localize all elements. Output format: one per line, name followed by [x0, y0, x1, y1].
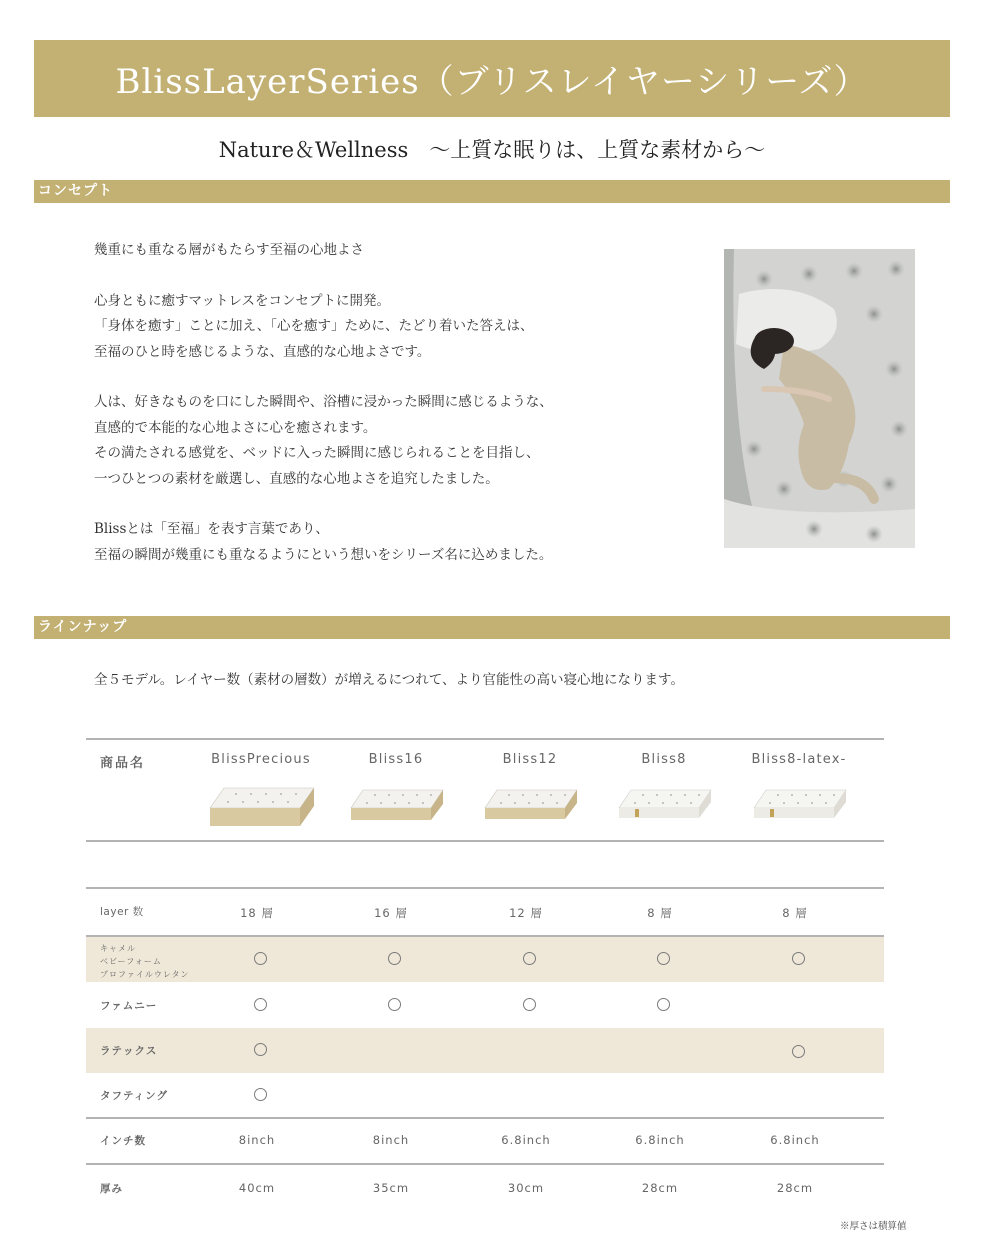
concept-paragraph — [94, 289, 694, 365]
concept-line: 「身体を癒す」ことに加え、「心を癒す」ために、たどり着いた答えは、 — [94, 318, 534, 335]
lineup-heading: ラインナップ — [38, 619, 128, 635]
check-circle-icon — [254, 952, 267, 965]
page-subtitle: Nature＆Wellness ～上質な眠りは、上質な素材から～ — [218, 138, 766, 162]
thickness-value: 35cm — [372, 1181, 410, 1195]
table-row — [86, 1073, 884, 1117]
product-name: BlissPrecious — [211, 752, 311, 767]
mattress-image — [196, 782, 326, 830]
check-circle-icon — [254, 1088, 267, 1101]
concept-line: 至福の瞬間が幾重にも重なるようにという想いをシリーズ名に込めました。 — [94, 546, 553, 563]
mattress-image — [465, 782, 595, 830]
table-rule — [86, 840, 884, 842]
inch-value: 8inch — [238, 1133, 276, 1147]
product-name: Bliss16 — [368, 752, 424, 767]
product-name: Bliss8 — [641, 752, 687, 767]
check-circle-icon — [792, 952, 805, 965]
concept-line: その満たされる感覚を、ベッドに入った瞬間に感じられることを目指し、 — [94, 445, 540, 462]
thickness-value: 30cm — [507, 1181, 545, 1195]
material-label — [100, 1088, 168, 1103]
inch-value: 6.8inch — [770, 1133, 820, 1147]
concept-line: Blissとは「至福」を表す言葉であり、 — [94, 521, 329, 538]
concept-line: 幾重にも重なる層がもたらす至福の心地よさ — [94, 242, 364, 258]
layer-count: 12 層 — [509, 906, 543, 920]
material-label-line: キャメル — [100, 944, 136, 953]
thickness-label: 厚み — [100, 1183, 123, 1195]
material-label-line: ファムニー — [100, 1000, 158, 1012]
check-circle-icon — [254, 1043, 267, 1056]
table-rule — [86, 1117, 884, 1119]
check-circle-icon — [523, 952, 536, 965]
layer-count: 18 層 — [240, 906, 274, 920]
title-banner — [34, 40, 950, 117]
lineup-section-header — [34, 616, 950, 639]
inch-label: インチ数 — [100, 1135, 146, 1147]
material-label-line: ベビーフォーム — [100, 957, 162, 966]
check-circle-icon — [388, 998, 401, 1011]
concept-paragraph — [94, 238, 694, 263]
check-circle-icon — [388, 952, 401, 965]
concept-line: 心身ともに癒すマットレスをコンセプトに開発。 — [94, 292, 391, 309]
mattress-image — [331, 782, 461, 830]
material-label — [100, 942, 190, 981]
check-circle-icon — [657, 952, 670, 965]
concept-line: 一つひとつの素材を厳選し、直感的な心地よさを追究したました。 — [94, 470, 499, 487]
concept-section-header — [34, 180, 950, 203]
concept-line: 人は、好きなものを口にした瞬間や、浴槽に浸かった瞬間に感じるような、 — [94, 394, 553, 411]
layer-count: 16 層 — [374, 906, 408, 920]
product-name: Bliss8-latex- — [751, 752, 847, 767]
table-row — [86, 1028, 884, 1073]
lineup-intro: 全５モデル。レイヤー数（素材の層数）が増えるにつれて、より官能性の高い寝心地になります。 — [94, 672, 684, 688]
inch-value: 6.8inch — [635, 1133, 685, 1147]
table-rule — [86, 738, 884, 740]
thickness-value: 40cm — [238, 1181, 276, 1195]
product-name: Bliss12 — [502, 752, 558, 767]
concept-photo — [724, 249, 915, 548]
thickness-value: 28cm — [641, 1181, 679, 1195]
layer-label: layer 数 — [100, 906, 144, 918]
product-header: 商品名 — [100, 756, 146, 771]
inch-value: 6.8inch — [501, 1133, 551, 1147]
sleeping-woman-illustration — [724, 249, 915, 548]
material-label — [100, 1043, 157, 1058]
concept-line: 直感的で本能的な心地よさに心を癒されます。 — [94, 419, 377, 436]
footnote: ※厚さは積算値 — [840, 1221, 907, 1232]
check-circle-icon — [657, 998, 670, 1011]
concept-heading: コンセプト — [38, 183, 113, 199]
mattress-image — [599, 782, 729, 830]
inch-value: 8inch — [372, 1133, 410, 1147]
material-label-line: タフティング — [100, 1090, 168, 1102]
material-label-line: ラテックス — [100, 1045, 158, 1057]
check-circle-icon — [523, 998, 536, 1011]
check-circle-icon — [254, 998, 267, 1011]
layer-count: 8 層 — [647, 906, 673, 920]
page-title: BlissLayerSeries（ブリスレイヤーシリーズ） — [115, 62, 869, 102]
table-row — [86, 937, 884, 982]
concept-paragraph — [94, 390, 694, 492]
concept-paragraph — [94, 517, 694, 568]
layer-count: 8 層 — [782, 906, 808, 920]
material-label-line: プロファイルウレタン — [100, 970, 190, 979]
concept-text — [94, 238, 694, 568]
table-rule — [86, 1163, 884, 1165]
concept-line: 至福のひと時を感じるような、直感的な心地よさです。 — [94, 343, 431, 360]
mattress-image — [734, 782, 864, 830]
material-label — [100, 998, 157, 1013]
check-circle-icon — [792, 1045, 805, 1058]
table-rule — [86, 887, 884, 889]
table-row — [86, 983, 884, 1028]
thickness-value: 28cm — [776, 1181, 814, 1195]
